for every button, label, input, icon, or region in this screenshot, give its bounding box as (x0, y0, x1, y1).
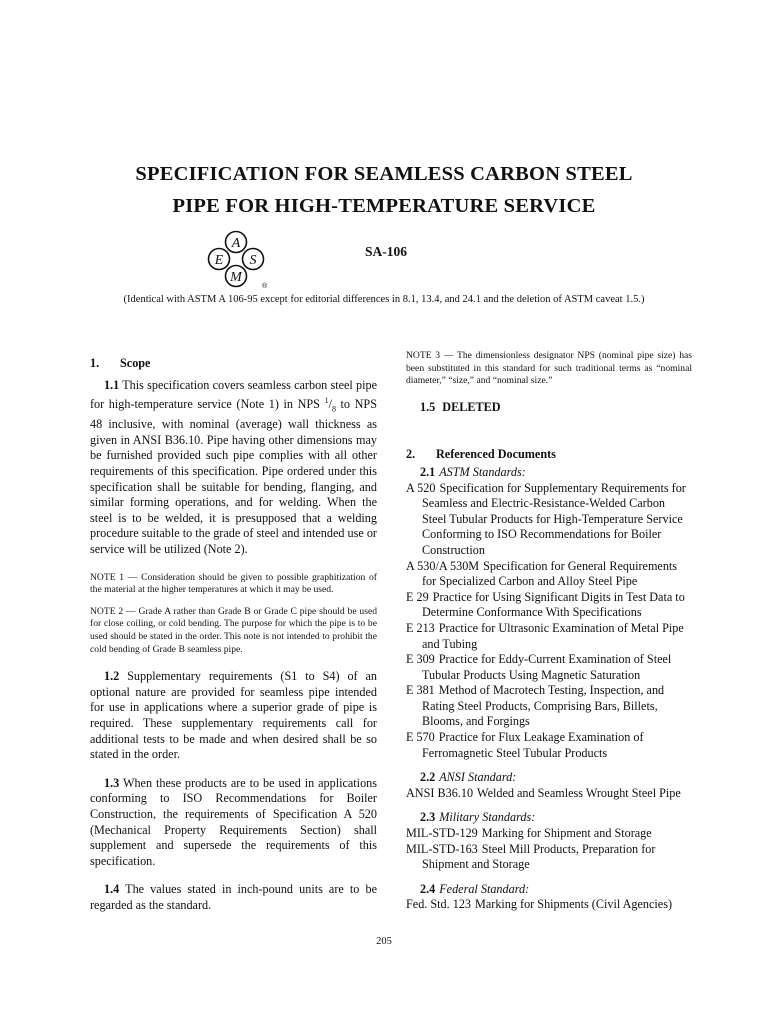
reference-code: MIL-STD-163 (406, 841, 478, 856)
paragraph-1-3 (90, 776, 377, 870)
military-reference-list (406, 826, 692, 873)
note-1: NOTE 1 — Consideration should be given to possible graphitization of the material at the higher temperatures at which it may be used. (90, 571, 377, 596)
reference-item (406, 481, 692, 559)
document-title (0, 158, 768, 222)
reference-code: E 309 (406, 652, 435, 667)
paragraph-text: The values stated in inch-pound units are to be regarded as the standard. (90, 882, 377, 912)
page-number: 205 (376, 936, 392, 947)
reference-item (406, 897, 692, 913)
paragraph-number: 1.2 (104, 669, 120, 684)
logo-letter-e: E (214, 253, 224, 268)
reference-code: A 520 (406, 480, 436, 495)
fraction-denominator: 8 (331, 404, 336, 414)
reference-title: Method of Macrotech Testing, Inspection, and Rating Steel Products, Comprising Bars, Billets, Blooms, and Forgings (422, 683, 665, 729)
reference-item (406, 786, 692, 802)
reference-title: Marking for Shipment and Storage (481, 826, 652, 841)
reference-item (406, 621, 692, 652)
registered-mark: ® (262, 283, 267, 290)
title-line-1: SPECIFICATION FOR SEAMLESS CARBON STEEL (135, 163, 633, 185)
section-title: Scope (120, 356, 151, 370)
reference-title: Practice for Ultrasonic Examination of Metal Pipe and Tubing (422, 620, 684, 651)
reference-code: E 381 (406, 683, 435, 698)
reference-title: Specification for Supplementary Requirements for Seamless and Electric-Resistance-Welded Carbon Steel Tubular Products for High-Temperature Service Conforming to ISO Recommendations for Boiler Construction (422, 480, 686, 557)
paragraph-1-1: 1.1 This specification covers seamless carbon steel pipe for high-temperature service (Note 1) in NPS $^1/_8$ to NPS 48 inclusive, with nominal (average) wall thickness as given in ANSI B36.10. Pipe having other dimensions may be furnished provided such pipe complies with all other requirements of this specification. Pipe ordered under this specification shall be suitable for bending, flanging, and similar forming operations, and for welding. When the steel is to be welded, it is presupposed that a welding procedure suitable to the grade of steel and intended use or service will be utilized (Note 2). (90, 377, 378, 557)
reference-title: Practice for Using Significant Digits in Test Data to Determine Conformance With Specifications (422, 589, 685, 620)
section-number: 2. (406, 447, 416, 462)
right-column (406, 350, 692, 913)
reference-code: Fed. Std. 123 (406, 897, 472, 912)
note-2: NOTE 2 — Grade A rather than Grade B or Grade C pipe should be used for close coiling, or cold bending. The purpose for which the pipe is to be used should be stated in the order. This note is not intended to prohibit the cold bending of Grade B seamless pipe. (90, 605, 377, 655)
logo-letter-m: M (230, 270, 242, 285)
paragraph-1-2 (90, 669, 377, 763)
subsection-2-4 (406, 882, 692, 898)
paragraph-text: DELETED (442, 399, 501, 414)
federal-reference-list (406, 897, 692, 913)
asme-logo (205, 228, 267, 290)
reference-title: Marking for Shipments (Civil Agencies) (475, 897, 673, 912)
reference-title: Welded and Seamless Wrought Steel Pipe (477, 785, 681, 800)
reference-item (406, 652, 692, 683)
paragraph-text: When these products are to be used in applications conforming to ISO Recommendations for Boiler Construction, the requirements of Specification A 520 (Mechanical Property Requirements Section) shall supplement and supersede the requirements of this specification. (90, 775, 377, 868)
paragraph-text-b: to NPS 48 inclusive, with nominal (average) wall thickness as given in ANSI B36.10. Pipe having other dimensions may be furnished provided such pipe complies with all other requirements of this specification. Pipe ordered under this specification shall be suitable for bending, flanging, and similar forming operations, and for welding. When the steel is to be welded, it is presupposed that a welding procedure suitable to the grade of steel and intended use or service will be utilized (Note 2). (90, 397, 377, 557)
subsection-title: Federal Standard: (439, 881, 530, 896)
section-2-heading (406, 447, 692, 463)
reference-code: E 213 (406, 620, 435, 635)
subsection-2-1 (406, 465, 692, 481)
logo-letter-s: S (249, 253, 257, 268)
subsection-2-2 (406, 770, 692, 786)
reference-code: ANSI B36.10 (406, 785, 474, 800)
subsection-title: ANSI Standard: (439, 770, 517, 785)
reference-item (406, 683, 692, 730)
paragraph-number: 1.4 (104, 882, 120, 897)
paragraph-1-5 (406, 400, 692, 416)
reference-title: Specification for General Requirements for Specialized Carbon and Alloy Steel Pipe (422, 558, 678, 589)
subsection-title: Military Standards: (439, 810, 536, 825)
identical-note: (Identical with ASTM A 106-95 except for editorial differences in 8.1, 13.4, and 24.1 and the deletion of ASTM caveat 1.5.) (123, 294, 645, 305)
reference-title: Steel Mill Products, Preparation for Shipment and Storage (422, 841, 656, 872)
reference-item (406, 559, 692, 590)
subsection-number: 2.1 (420, 464, 436, 479)
reference-item (406, 842, 692, 873)
fraction-numerator: 1 (324, 396, 329, 406)
paragraph-number: 1.3 (104, 775, 120, 790)
section-number: 1. (90, 356, 100, 370)
reference-code: A 530/A 530M (406, 558, 480, 573)
reference-title: Practice for Eddy-Current Examination of Steel Tubular Products Using Magnetic Saturation (422, 652, 672, 682)
note-3: NOTE 3 — The dimensionless designator NPS (nominal pipe size) has been substituted in this standard for such traditional terms as “nominal diameter,” “size,” and “nominal size.” (406, 350, 692, 387)
subsection-number: 2.2 (420, 770, 436, 785)
astm-reference-list (406, 481, 692, 762)
subsection-number: 2.3 (420, 810, 436, 825)
reference-item (406, 590, 692, 621)
title-line-2: PIPE FOR HIGH-TEMPERATURE SERVICE (172, 195, 596, 217)
reference-code: E 570 (406, 730, 435, 745)
subsection-2-3 (406, 810, 692, 826)
paragraph-number: 1.5 (420, 399, 436, 414)
paragraph-1-4 (90, 882, 377, 913)
reference-item (406, 730, 692, 761)
paragraph-number: 1.1 (104, 377, 120, 392)
logo-letter-a: A (231, 236, 241, 251)
left-column (90, 350, 377, 914)
reference-code: E 29 (406, 589, 429, 604)
subsection-title: ASTM Standards: (439, 464, 526, 479)
reference-code: MIL-STD-129 (406, 826, 478, 841)
section-title: Referenced Documents (436, 447, 556, 462)
subsection-number: 2.4 (420, 881, 436, 896)
paragraph-text: Supplementary requirements (S1 to S4) of an optional nature are provided for seamless pipe intended for use in applications where a superior grade of pipe is required. These supplementary requirements call for additional tests to be made and when desired shall be so stated in the order. (90, 669, 378, 762)
paragraph-text-a: This specification covers seamless carbon steel pipe for high-temperature service (Note 1) in NPS (90, 377, 378, 412)
reference-title: Practice for Flux Leakage Examination of Ferromagnetic Steel Tubular Products (422, 730, 644, 760)
designation: SA-106 (365, 244, 408, 259)
reference-item (406, 826, 692, 842)
section-1-heading (90, 356, 377, 372)
ansi-reference-list (406, 786, 692, 802)
